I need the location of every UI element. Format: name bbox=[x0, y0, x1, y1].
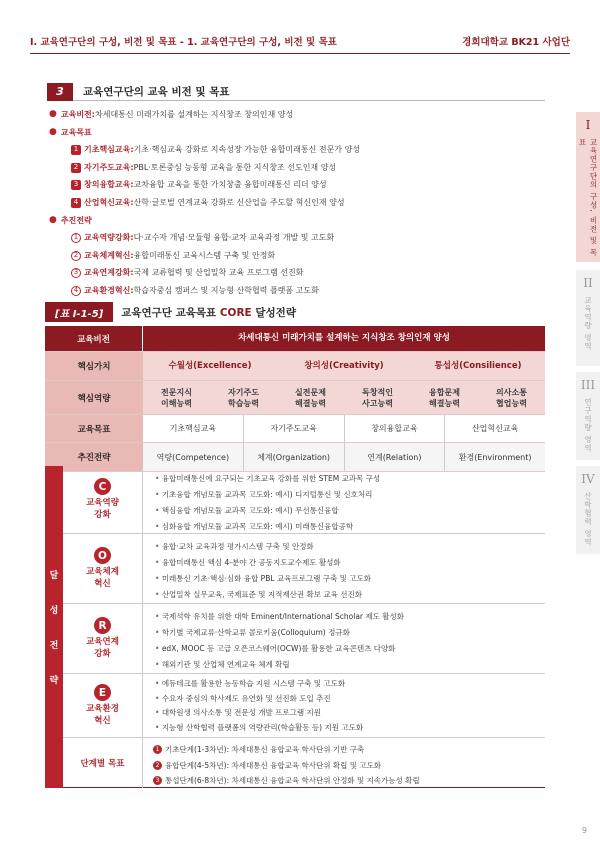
row-label: 핵심가치 bbox=[45, 352, 143, 380]
strategy-heading: ● 추진전략 bbox=[49, 214, 92, 225]
goal-cell: 산업혁신교육 bbox=[444, 415, 545, 442]
row-goals bbox=[45, 415, 545, 443]
table-title bbox=[45, 302, 545, 322]
goal-item: 1 기초핵심교육: 기초·핵심교육 강화로 지속성장 가능한 융합미래통신 전문가 양성 bbox=[49, 141, 539, 159]
goals-heading: ● 교육목표 bbox=[49, 126, 92, 137]
page-number: 9 bbox=[582, 826, 588, 835]
header-chapter: I. 교육연구단의 구성, 비전 및 목표 - 1. 교육연구단의 구성, 비전 및 목표 bbox=[30, 37, 337, 48]
header-org: 경희대학교 BK21 사업단 bbox=[462, 37, 570, 48]
goal-cell: 기초핵심교육 bbox=[169, 424, 217, 433]
table-name: 교육연구단 교육목표 CORE 달성전략 bbox=[121, 306, 296, 319]
goal-cell: 창의융합교육 bbox=[344, 415, 445, 442]
goal-item: 2 자기주도교육: PBL·토론중심 능동형 교육을 통한 지식창조 선도인재 양성 bbox=[49, 159, 539, 177]
competency-cell: 전문지식 이해능력 bbox=[161, 387, 192, 408]
letter-badge: O bbox=[94, 547, 111, 564]
vision-cell: 차세대통신 미래가치를 설계하는 지식창조 창의인재 양성 bbox=[238, 333, 450, 343]
block-item: • 학기별 국제교류·산학교류 콜로키움(Colloquium) 정규화 bbox=[155, 625, 545, 641]
row-label: 추진전략 bbox=[45, 443, 143, 471]
competency-cell: 의사소통 협업능력 bbox=[496, 387, 527, 408]
achievement-side-label: 달 성 전 략 bbox=[45, 466, 63, 788]
side-tab-chapter-3[interactable]: III 연구역량 영역 bbox=[576, 372, 600, 460]
section-heading bbox=[47, 83, 545, 101]
achievement-strategies bbox=[45, 466, 545, 788]
strategy-item: 3 교육연계강화: 국제 교류협력 및 산업밀착 교육 프로그램 선진화 bbox=[49, 264, 539, 282]
block-item: • 대학원생 의사소통 및 전문성 개발 프로그램 지원 bbox=[155, 706, 545, 721]
stage-item: 3 통섭단계(6-8차년): 차세대통신 융합교육 학사단위 안정화 및 지속가능성 확립 bbox=[153, 773, 545, 789]
block-item: • 융합미래통신 핵심 4-분야 간 공동지도교수제도 활성화 bbox=[155, 555, 545, 571]
core-value-cell: 통섭성(Consilience) bbox=[434, 360, 522, 371]
block-item: • 심화융합 개념모듈 교과목 고도화: 예시) 미래통신융합공학 bbox=[155, 519, 545, 535]
block-item: • 지능형 산학협력 플랫폼의 역량관리(학습활동 등) 지원 고도화 bbox=[155, 721, 545, 736]
block-name: 교육연계 강화 bbox=[86, 637, 119, 659]
goal-item: 4 산업혁신교육: 산학·글로벌 연계교육 강화로 신산업을 주도할 혁신인재 양성 bbox=[49, 194, 539, 212]
section-number: 3 bbox=[47, 83, 73, 101]
header-divider bbox=[30, 53, 570, 54]
side-tab-chapter-1[interactable]: I 교육연구단의 구성, 비전 및 목표 bbox=[576, 112, 600, 262]
core-value-cell: 수월성(Excellence) bbox=[168, 360, 252, 371]
side-tab-chapter-2[interactable]: II 교육역량 영역 bbox=[576, 270, 600, 366]
block-item: • 융합미래통신에 요구되는 기초교육 강화를 위한 STEM 교과목 구성 bbox=[155, 471, 545, 487]
strategy-cell: 역량(Competence) bbox=[156, 452, 230, 462]
page-header bbox=[30, 30, 570, 52]
strategy-cell: 환경(Environment) bbox=[444, 443, 545, 471]
block-name: 교육역량 강화 bbox=[86, 498, 119, 520]
strategy-item: 2 교육체계혁신: 융합미래통신 교육시스템 구축 및 안정화 bbox=[49, 247, 539, 265]
row-vision bbox=[45, 326, 545, 352]
stage-item: 1 기초단계(1-3차년): 차세대통신 융합교육 학사단위 기반 구축 bbox=[153, 742, 545, 758]
block-organization bbox=[63, 534, 545, 604]
row-label: 핵심역량 bbox=[45, 381, 143, 414]
block-item: • 국제석학 유치를 위한 대학 Eminent/International Scholar 제도 활성화 bbox=[155, 609, 545, 625]
block-relation bbox=[63, 604, 545, 674]
block-item: • 기초융합 개념모듈 교과목 고도화: 예시) 디지털통신 및 신호처리 bbox=[155, 487, 545, 503]
letter-badge: C bbox=[94, 478, 111, 495]
letter-badge: E bbox=[94, 684, 111, 701]
strategy-item: 1 교육역량강화: 다·교수자 개념·모듈형 융합·교차 교육과정 개발 및 고도화 bbox=[49, 229, 539, 247]
competency-cell: 융합문제 해결능력 bbox=[429, 387, 460, 408]
block-item: • 핵심융합 개념모듈 교과목 고도화: 예시) 무선통신융합 bbox=[155, 503, 545, 519]
block-name: 교육환경 혁신 bbox=[86, 704, 119, 726]
block-environment bbox=[63, 674, 545, 738]
row-label: 교육비전 bbox=[45, 326, 143, 351]
core-value-cell: 창의성(Creativity) bbox=[304, 360, 384, 371]
block-item: • 에듀테크를 활용한 능동학습 지원 시스템 구축 및 고도화 bbox=[155, 677, 545, 692]
strategy-item: 4 교육환경혁신: 학습자중심 캠퍼스 및 지능형 산학협력 플랫폼 고도화 bbox=[49, 282, 539, 300]
side-tab-chapter-4[interactable]: IV 산학협력 영역 bbox=[576, 466, 600, 554]
block-item: • 미래통신 기초·핵심·심화 융합 PBL 교육프로그램 구축 및 고도화 bbox=[155, 571, 545, 587]
strategy-cell: 연계(Relation) bbox=[344, 443, 445, 471]
block-item: • 융합·교차 교육과정 평가시스템 구축 및 안정화 bbox=[155, 539, 545, 555]
vision-goals-list bbox=[49, 106, 539, 300]
block-name: 교육체계 혁신 bbox=[86, 567, 119, 589]
core-table bbox=[45, 326, 545, 472]
competency-cell: 자기주도 학습능력 bbox=[228, 387, 259, 408]
block-stage-goals bbox=[63, 738, 545, 788]
stage-item: 2 융합단계(4-5차년): 차세대통신 융합교육 학사단위 확립 및 고도화 bbox=[153, 758, 545, 774]
row-competency bbox=[45, 381, 545, 415]
competency-cell: 독창적인 사고능력 bbox=[362, 387, 393, 408]
block-item: • 수요자 중심의 학사제도 유연화 및 선진화 도입 추진 bbox=[155, 692, 545, 707]
vision-line: ● 교육비전: 차세대통신 미래가치를 설계하는 지식창조 창의인재 양성 bbox=[49, 109, 294, 119]
stage-label: 단계별 목표 bbox=[63, 738, 143, 788]
strategy-cell: 체계(Organization) bbox=[243, 443, 344, 471]
goal-item: 3 창의융합교육: 교차융합 교육을 통한 가치창출 융합미래통신 리더 양성 bbox=[49, 176, 539, 194]
row-label: 교육목표 bbox=[45, 415, 143, 442]
block-item: • edX, MOOC 등 고급 오픈코스웨어(OCW)를 활용한 교육콘텐츠 다양화 bbox=[155, 641, 545, 657]
block-item: • 해외기관 및 산업체 연계교육 체계 확립 bbox=[155, 657, 545, 673]
goal-cell: 자기주도교육 bbox=[243, 415, 344, 442]
section-title: 교육연구단의 교육 비전 및 목표 bbox=[83, 86, 230, 98]
block-competence bbox=[63, 466, 545, 534]
competency-cell: 실전문제 해결능력 bbox=[295, 387, 326, 408]
block-item: • 산업밀착 실무교육, 국제표준 및 지적재산권 확보 교육 선진화 bbox=[155, 587, 545, 603]
letter-badge: R bbox=[94, 617, 111, 634]
row-core-values bbox=[45, 352, 545, 381]
table-badge: [표 I-1-5] bbox=[45, 302, 113, 322]
